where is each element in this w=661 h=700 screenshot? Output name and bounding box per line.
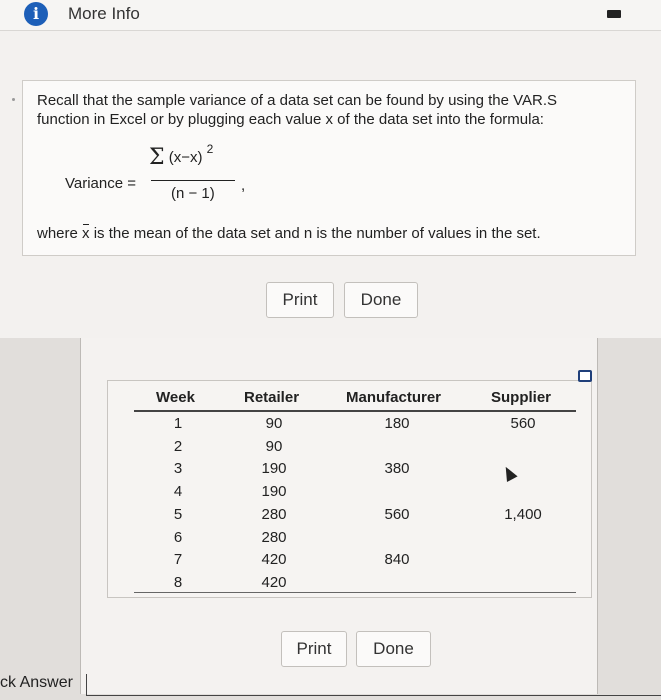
- minimize-icon[interactable]: [607, 10, 621, 18]
- table-cell-manufacturer: 840: [384, 551, 410, 569]
- variance-label: Variance =: [65, 175, 137, 192]
- column-header-manufacturer: Manufacturer: [346, 389, 442, 406]
- info-icon: i: [24, 2, 48, 26]
- column-header-supplier: Supplier: [491, 389, 552, 406]
- table-cell-manufacturer: 380: [384, 460, 410, 478]
- more-info-dialog: [0, 0, 661, 338]
- formula-denominator: (n − 1): [171, 185, 215, 202]
- column-header-retailer: Retailer: [244, 389, 300, 406]
- formula-numerator: [149, 142, 214, 170]
- copy-icon[interactable]: [578, 370, 592, 382]
- table-cell-supplier: 1,400: [504, 505, 542, 523]
- table-bottom-rule: [134, 592, 576, 593]
- table-cell-retailer: 190: [261, 483, 287, 501]
- table-cell-week: 3: [173, 460, 183, 478]
- bullet-dot: [12, 98, 15, 101]
- recall-text-line-2: function in Excel or by plugging each value x of the data set into the formula:: [37, 111, 544, 128]
- table-cell-week: 1: [173, 415, 183, 432]
- check-answer-fragment[interactable]: ck Answer: [0, 674, 73, 691]
- recall-text-line-1: Recall that the sample variance of a data set can be found by using the VAR.S: [37, 92, 558, 109]
- where-text: [37, 225, 541, 242]
- table-cell-supplier: 560: [510, 415, 536, 432]
- table-cell-retailer: 90: [265, 415, 283, 432]
- table-cell-retailer: 190: [261, 460, 287, 478]
- table-cell-retailer: 90: [265, 437, 283, 455]
- x-bar-symbol: x: [82, 225, 90, 242]
- table-done-button[interactable]: Done: [356, 631, 431, 667]
- answer-divider: [86, 674, 87, 696]
- done-button[interactable]: Done: [344, 282, 418, 318]
- sigma-symbol: Σ: [149, 145, 165, 170]
- print-button[interactable]: Print: [266, 282, 334, 318]
- table-cell-week: 5: [173, 505, 183, 523]
- column-header-week: Week: [156, 389, 195, 406]
- title-bar: [0, 0, 661, 31]
- formula-comma: ,: [241, 177, 246, 194]
- table-cell-week: 2: [173, 437, 183, 455]
- dialog-title: More Info: [68, 4, 140, 23]
- table-print-button[interactable]: Print: [281, 631, 347, 667]
- table-cell-week: 8: [173, 573, 183, 591]
- table-cell-week: 6: [173, 528, 183, 546]
- table-cell-week: 4: [173, 483, 183, 501]
- exponent: 2: [206, 142, 214, 156]
- table-cell-manufacturer: 180: [384, 415, 410, 432]
- formula-text-box: [22, 80, 636, 256]
- numerator-expression: (x−x): [168, 149, 203, 166]
- answer-underline: [86, 695, 661, 696]
- table-cell-manufacturer: 560: [384, 505, 410, 523]
- table-cell-retailer: 280: [261, 505, 287, 523]
- table-cell-retailer: 420: [261, 551, 287, 569]
- table-cell-retailer: 420: [261, 573, 287, 591]
- header-rule: [134, 410, 576, 412]
- fraction-bar: [151, 180, 235, 181]
- table-cell-retailer: 280: [261, 528, 287, 546]
- table-cell-week: 7: [173, 551, 183, 569]
- where-suffix: is the mean of the data set and n is the number of values in the set.: [89, 225, 541, 242]
- where-prefix: where: [37, 225, 83, 242]
